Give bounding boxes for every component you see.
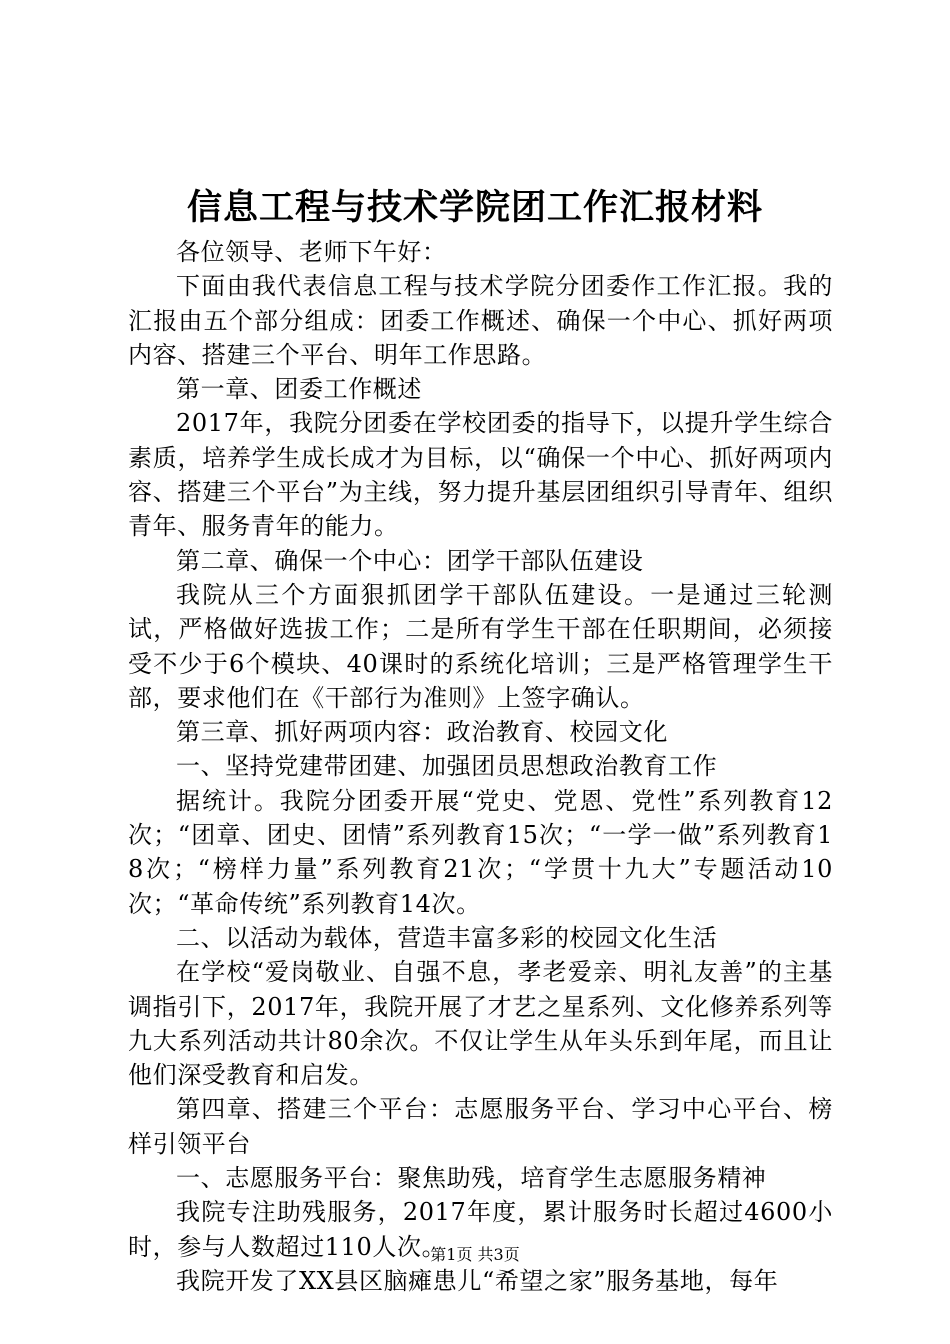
paragraph-section-3-2: 在学校“爱岗敬业、自强不息，孝老爱亲、明礼友善”的主基调指引下，2017年，我院开展了才艺之星系列、文化修养系列等九大系列活动共计80余次。不仅让学生从年头乐到年尾，而且让他们深受教育和启发。 (128, 958, 833, 1090)
document-title: 信息工程与技术学院团工作汇报材料 (186, 187, 763, 228)
section-4-1-heading: 一、志愿服务平台：聚焦助残，培育学生志愿服务精神 (176, 1164, 767, 1193)
paragraph-greeting: 各位领导、老师下午好： (176, 238, 447, 266)
paragraph-section-3-1: 据统计。我院分团委开展“党史、党恩、党性”系列教育12次；“团章、团史、团情”系列教育15次；“一学一做”系列教育18次；“榜样力量”系列教育21次；“学贯十九大”专题活动10次；“革命传统”系列教育14次。 (128, 786, 833, 918)
paragraph-chapter-2: 我院从三个方面狠抓团学干部队伍建设。一是通过三轮测试，严格做好选拔工作；二是所有学生干部在任职期间，必须接受不少于6个模块、40课时的系统化培训；三是严格管理学生干部，要求他们在《干部行为准则》上签字确认。 (128, 580, 833, 712)
paragraph-section-4-1: 我院专注助残服务，2017年度，累计服务时长超过4600小时，参与人数超过110人次。 (128, 1198, 833, 1261)
page-footer: 第1页 共3页 (430, 1245, 520, 1264)
paragraph-intro: 下面由我代表信息工程与技术学院分团委作工作汇报。我的汇报由五个部分组成：团委工作概述、确保一个中心、抓好两项内容、搭建三个平台、明年工作思路。 (128, 272, 833, 369)
section-3-1-heading: 一、坚持党建带团建、加强团员思想政治教育工作 (176, 752, 718, 781)
chapter-3-heading: 第三章、抓好两项内容：政治教育、校园文化 (176, 718, 668, 747)
chapter-4-heading: 第四章、搭建三个平台：志愿服务平台、学习中心平台、榜样引领平台 (128, 1095, 833, 1158)
chapter-1-heading: 第一章、团委工作概述 (176, 375, 422, 404)
section-3-2-heading: 二、以活动为载体，营造丰富多彩的校园文化生活 (176, 923, 718, 952)
chapter-2-heading: 第二章、确保一个中心：团学干部队伍建设 (176, 546, 644, 575)
paragraph-section-4-1-cont: 我院开发了XX县区脑瘫患儿“希望之家”服务基地，每年 (176, 1266, 779, 1295)
document-body (128, 235, 833, 1298)
paragraph-chapter-1: 2017年，我院分团委在学校团委的指导下，以提升学生综合素质，培养学生成长成才为目标，以“确保一个中心、抓好两项内容、搭建三个平台”为主线，努力提升基层团组织引导青年、组织青年、服务青年的能力。 (128, 409, 833, 541)
